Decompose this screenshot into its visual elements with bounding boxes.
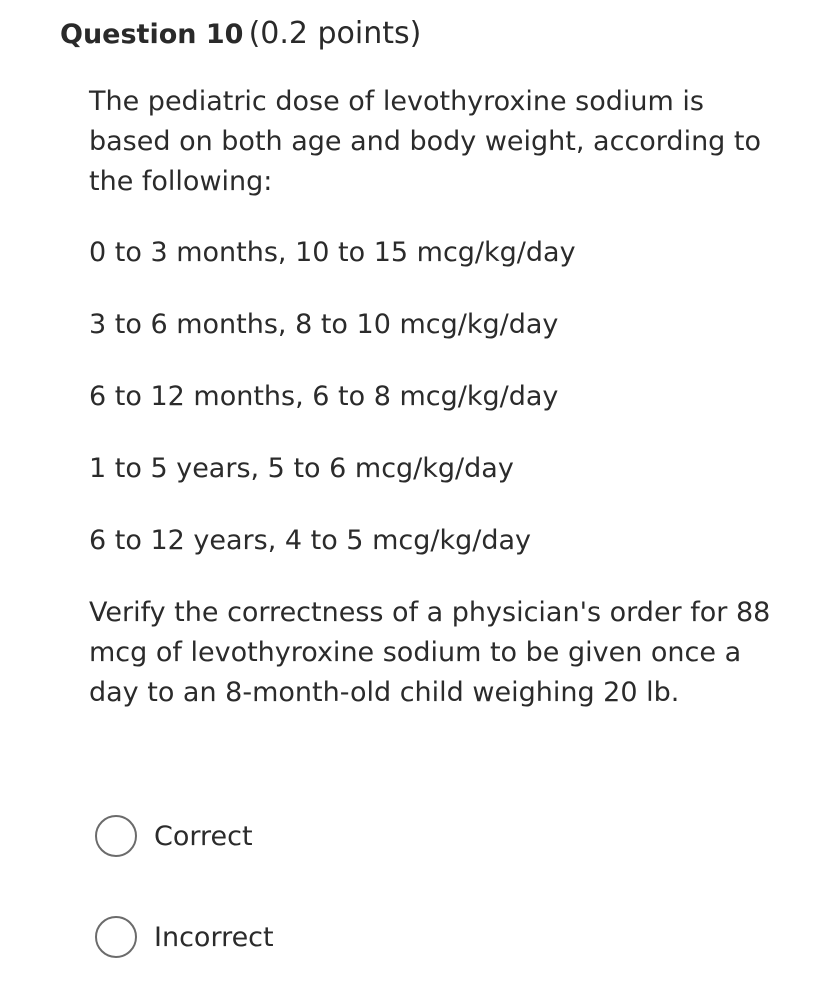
option-label-correct[interactable]: Correct bbox=[154, 820, 253, 852]
answer-options bbox=[95, 811, 274, 962]
question-prompt: Verify the correctness of a physician's order for 88 mcg of levothyroxine sodium to be given once a day to an 8-month-old child weighing 20 lb. bbox=[89, 597, 771, 708]
option-incorrect[interactable] bbox=[95, 912, 274, 962]
dose-line-6-12-months: 6 to 12 months, 6 to 8 mcg/kg/day bbox=[89, 381, 559, 412]
question-points: (0.2 points) bbox=[248, 16, 422, 51]
question-intro: The pediatric dose of levothyroxine sodium is based on both age and body weight, according to the following: bbox=[89, 86, 762, 197]
option-label-incorrect[interactable]: Incorrect bbox=[154, 921, 274, 953]
question-title: Question 10 bbox=[60, 19, 244, 50]
dose-line-6-12-years: 6 to 12 years, 4 to 5 mcg/kg/day bbox=[89, 525, 531, 556]
dose-line-3-6-months: 3 to 6 months, 8 to 10 mcg/kg/day bbox=[89, 309, 559, 340]
question-header bbox=[60, 16, 421, 51]
option-correct[interactable] bbox=[95, 811, 274, 861]
dose-line-1-5-years: 1 to 5 years, 5 to 6 mcg/kg/day bbox=[89, 453, 514, 484]
dose-line-0-3-months: 0 to 3 months, 10 to 15 mcg/kg/day bbox=[89, 237, 576, 268]
question-body bbox=[89, 82, 789, 713]
radio-button-incorrect[interactable] bbox=[95, 916, 137, 958]
radio-button-correct[interactable] bbox=[95, 815, 137, 857]
